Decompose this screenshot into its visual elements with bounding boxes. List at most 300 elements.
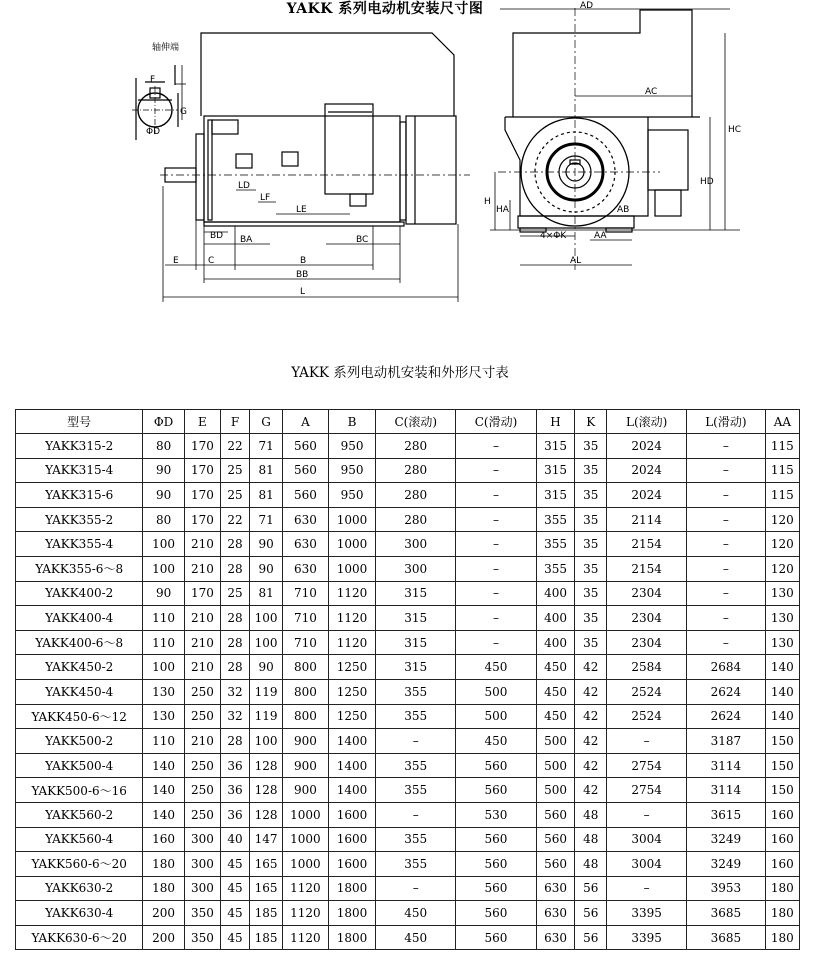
label-H: H xyxy=(484,197,491,207)
cell-c-rolling: 355 xyxy=(376,753,456,778)
cell-g: 81 xyxy=(250,483,283,508)
cell-l-rolling: 3004 xyxy=(607,827,687,852)
cell-g: 119 xyxy=(250,679,283,704)
cell-g: 100 xyxy=(250,630,283,655)
cell-a: 800 xyxy=(283,679,329,704)
cell-l-rolling: 2304 xyxy=(607,606,687,631)
cell-k: 35 xyxy=(575,532,607,557)
cell-f: 45 xyxy=(221,876,250,901)
cell-aa: 140 xyxy=(765,679,799,704)
end-view xyxy=(490,8,740,270)
cell-d: 90 xyxy=(143,483,184,508)
cell-aa: 130 xyxy=(765,581,799,606)
header-aa: AA xyxy=(765,410,799,434)
cell-l-rolling: 2524 xyxy=(607,704,687,729)
header-model: 型号 xyxy=(16,410,143,434)
cell-k: 56 xyxy=(575,901,607,926)
cell-b: 1400 xyxy=(328,778,376,803)
cell-b: 1800 xyxy=(328,876,376,901)
cell-b: 950 xyxy=(328,483,376,508)
cell-c-sliding: 450 xyxy=(456,729,537,754)
cell-l-sliding: 2624 xyxy=(687,704,766,729)
cell-b: 1400 xyxy=(328,753,376,778)
cell-k: 35 xyxy=(575,507,607,532)
cell-model: YAKK355-2 xyxy=(16,507,143,532)
cell-g: 100 xyxy=(250,729,283,754)
cell-aa: 150 xyxy=(765,753,799,778)
cell-e: 210 xyxy=(184,532,220,557)
cell-l-sliding: – xyxy=(687,556,766,581)
cell-model: YAKK315-6 xyxy=(16,483,143,508)
cell-g: 128 xyxy=(250,753,283,778)
cell-aa: 115 xyxy=(765,434,799,459)
table-row xyxy=(16,458,800,483)
table-row xyxy=(16,778,800,803)
table-row xyxy=(16,925,800,950)
cell-c-rolling: 355 xyxy=(376,704,456,729)
cell-model: YAKK450-4 xyxy=(16,679,143,704)
installation-drawing xyxy=(0,0,816,330)
cell-l-rolling: 2114 xyxy=(607,507,687,532)
cell-k: 35 xyxy=(575,556,607,581)
cell-e: 250 xyxy=(184,704,220,729)
label-BB: BB xyxy=(296,270,309,280)
cell-h: 630 xyxy=(536,925,574,950)
cell-h: 560 xyxy=(536,827,574,852)
cell-h: 315 xyxy=(536,483,574,508)
cell-aa: 120 xyxy=(765,507,799,532)
cell-d: 200 xyxy=(143,925,184,950)
cell-g: 100 xyxy=(250,606,283,631)
cell-l-rolling: – xyxy=(607,876,687,901)
cell-aa: 140 xyxy=(765,655,799,680)
cell-model: YAKK500-4 xyxy=(16,753,143,778)
cell-c-sliding: 450 xyxy=(456,655,537,680)
cell-d: 90 xyxy=(143,581,184,606)
cell-model: YAKK500-6～16 xyxy=(16,778,143,803)
cell-d: 140 xyxy=(143,778,184,803)
cell-h: 450 xyxy=(536,655,574,680)
cell-c-sliding: – xyxy=(456,606,537,631)
cell-l-sliding: – xyxy=(687,606,766,631)
cell-d: 100 xyxy=(143,655,184,680)
cell-k: 35 xyxy=(575,606,607,631)
table-row xyxy=(16,852,800,877)
cell-model: YAKK630-4 xyxy=(16,901,143,926)
cell-l-rolling: 2584 xyxy=(607,655,687,680)
header-c-rolling: C(滚动) xyxy=(376,410,456,434)
cell-h: 355 xyxy=(536,532,574,557)
dimension-table xyxy=(15,409,800,950)
cell-e: 250 xyxy=(184,753,220,778)
cell-d: 180 xyxy=(143,876,184,901)
cell-a: 1000 xyxy=(283,852,329,877)
table-row xyxy=(16,729,800,754)
cell-e: 210 xyxy=(184,556,220,581)
cell-f: 28 xyxy=(221,729,250,754)
header-k: K xyxy=(575,410,607,434)
cell-l-rolling: 2524 xyxy=(607,679,687,704)
label-4xK: 4×ΦK xyxy=(540,231,567,241)
cell-c-sliding: – xyxy=(456,556,537,581)
table-row xyxy=(16,704,800,729)
cell-l-rolling: 2754 xyxy=(607,778,687,803)
cell-k: 35 xyxy=(575,458,607,483)
cell-k: 35 xyxy=(575,483,607,508)
cell-f: 25 xyxy=(221,581,250,606)
label-HA: HA xyxy=(496,205,509,215)
cell-l-sliding: – xyxy=(687,458,766,483)
cell-e: 210 xyxy=(184,655,220,680)
cell-l-sliding: 3615 xyxy=(687,802,766,827)
cell-g: 90 xyxy=(250,655,283,680)
cell-h: 560 xyxy=(536,852,574,877)
table-header-row xyxy=(16,410,800,434)
label-HC: HC xyxy=(728,125,742,135)
cell-model: YAKK560-2 xyxy=(16,802,143,827)
cell-f: 22 xyxy=(221,434,250,459)
cell-l-rolling: 2024 xyxy=(607,483,687,508)
cell-a: 900 xyxy=(283,778,329,803)
cell-c-sliding: – xyxy=(456,581,537,606)
cell-k: 42 xyxy=(575,679,607,704)
cell-aa: 150 xyxy=(765,778,799,803)
cell-a: 1000 xyxy=(283,827,329,852)
cell-h: 500 xyxy=(536,729,574,754)
cell-k: 42 xyxy=(575,704,607,729)
cell-l-sliding: – xyxy=(687,483,766,508)
cell-l-rolling: 3395 xyxy=(607,901,687,926)
cell-f: 32 xyxy=(221,679,250,704)
cell-e: 210 xyxy=(184,630,220,655)
cell-l-sliding: 3187 xyxy=(687,729,766,754)
cell-d: 110 xyxy=(143,729,184,754)
cell-k: 56 xyxy=(575,925,607,950)
drawing-title: YAKK 系列电动机安装尺寸图 xyxy=(286,1,484,17)
cell-l-sliding: 3953 xyxy=(687,876,766,901)
cell-aa: 130 xyxy=(765,630,799,655)
cell-aa: 130 xyxy=(765,606,799,631)
cell-l-rolling: 2024 xyxy=(607,458,687,483)
side-view xyxy=(160,33,470,302)
cell-c-rolling: 315 xyxy=(376,581,456,606)
table-row xyxy=(16,606,800,631)
cell-l-sliding: 3685 xyxy=(687,901,766,926)
cell-e: 250 xyxy=(184,679,220,704)
cell-c-rolling: 300 xyxy=(376,532,456,557)
cell-c-rolling: – xyxy=(376,729,456,754)
cell-aa: 120 xyxy=(765,556,799,581)
cell-b: 1120 xyxy=(328,606,376,631)
table-row xyxy=(16,507,800,532)
table-row xyxy=(16,434,800,459)
cell-e: 170 xyxy=(184,458,220,483)
cell-b: 1600 xyxy=(328,852,376,877)
cell-e: 300 xyxy=(184,876,220,901)
cell-l-sliding: 2684 xyxy=(687,655,766,680)
cell-c-rolling: 315 xyxy=(376,630,456,655)
cell-aa: 140 xyxy=(765,704,799,729)
cell-c-sliding: – xyxy=(456,630,537,655)
cell-d: 110 xyxy=(143,630,184,655)
cell-h: 400 xyxy=(536,581,574,606)
cell-h: 400 xyxy=(536,606,574,631)
cell-l-rolling: 2154 xyxy=(607,556,687,581)
cell-aa: 160 xyxy=(765,852,799,877)
cell-a: 1000 xyxy=(283,802,329,827)
header-l-sliding: L(滑动) xyxy=(687,410,766,434)
cell-c-rolling: 355 xyxy=(376,679,456,704)
cell-e: 250 xyxy=(184,802,220,827)
cell-l-sliding: 2624 xyxy=(687,679,766,704)
cell-l-rolling: 2304 xyxy=(607,581,687,606)
cell-k: 56 xyxy=(575,876,607,901)
table-row xyxy=(16,483,800,508)
cell-model: YAKK400-2 xyxy=(16,581,143,606)
label-LF: LF xyxy=(260,193,271,203)
header-a: A xyxy=(283,410,329,434)
cell-h: 315 xyxy=(536,434,574,459)
cell-model: YAKK450-2 xyxy=(16,655,143,680)
label-F: F xyxy=(150,75,156,85)
cell-f: 45 xyxy=(221,852,250,877)
label-AD: AD xyxy=(580,1,594,11)
cell-b: 1800 xyxy=(328,901,376,926)
cell-g: 90 xyxy=(250,556,283,581)
cell-f: 22 xyxy=(221,507,250,532)
cell-a: 900 xyxy=(283,729,329,754)
cell-h: 315 xyxy=(536,458,574,483)
cell-f: 28 xyxy=(221,630,250,655)
cell-f: 36 xyxy=(221,753,250,778)
header-h: H xyxy=(536,410,574,434)
cell-l-rolling: – xyxy=(607,802,687,827)
cell-b: 1250 xyxy=(328,704,376,729)
table-body xyxy=(16,434,800,950)
cell-h: 560 xyxy=(536,802,574,827)
cell-e: 210 xyxy=(184,606,220,631)
cell-c-rolling: 280 xyxy=(376,507,456,532)
cell-b: 1000 xyxy=(328,556,376,581)
cell-e: 350 xyxy=(184,925,220,950)
cell-g: 128 xyxy=(250,802,283,827)
table-row xyxy=(16,556,800,581)
cell-model: YAKK355-4 xyxy=(16,532,143,557)
label-D: ΦD xyxy=(146,127,161,137)
cell-d: 180 xyxy=(143,852,184,877)
cell-c-sliding: 530 xyxy=(456,802,537,827)
cell-a: 630 xyxy=(283,507,329,532)
cell-c-sliding: 500 xyxy=(456,704,537,729)
cell-model: YAKK630-6～20 xyxy=(16,925,143,950)
cell-d: 100 xyxy=(143,556,184,581)
cell-d: 200 xyxy=(143,901,184,926)
cell-model: YAKK560-4 xyxy=(16,827,143,852)
cell-b: 1120 xyxy=(328,581,376,606)
cell-e: 300 xyxy=(184,852,220,877)
cell-h: 355 xyxy=(536,556,574,581)
cell-c-sliding: – xyxy=(456,483,537,508)
cell-c-sliding: 560 xyxy=(456,778,537,803)
label-BD: BD xyxy=(210,231,224,241)
cell-g: 147 xyxy=(250,827,283,852)
cell-h: 355 xyxy=(536,507,574,532)
cell-g: 71 xyxy=(250,507,283,532)
table-row xyxy=(16,532,800,557)
cell-c-rolling: 280 xyxy=(376,458,456,483)
cell-aa: 120 xyxy=(765,532,799,557)
cell-l-rolling: 3004 xyxy=(607,852,687,877)
cell-aa: 115 xyxy=(765,458,799,483)
cell-c-rolling: 355 xyxy=(376,778,456,803)
label-AB: AB xyxy=(617,205,630,215)
label-C: C xyxy=(208,256,215,266)
cell-e: 170 xyxy=(184,434,220,459)
cell-f: 45 xyxy=(221,901,250,926)
cell-c-rolling: 450 xyxy=(376,925,456,950)
cell-b: 1800 xyxy=(328,925,376,950)
cell-model: YAKK400-4 xyxy=(16,606,143,631)
cell-k: 48 xyxy=(575,827,607,852)
cell-aa: 180 xyxy=(765,925,799,950)
cell-h: 500 xyxy=(536,778,574,803)
cell-g: 185 xyxy=(250,901,283,926)
cell-l-sliding: – xyxy=(687,532,766,557)
table-row xyxy=(16,827,800,852)
cell-f: 28 xyxy=(221,655,250,680)
cell-e: 170 xyxy=(184,581,220,606)
cell-l-sliding: 3249 xyxy=(687,852,766,877)
cell-f: 45 xyxy=(221,925,250,950)
cell-l-sliding: – xyxy=(687,581,766,606)
cell-h: 400 xyxy=(536,630,574,655)
table-row xyxy=(16,679,800,704)
cell-l-rolling: 2754 xyxy=(607,753,687,778)
cell-g: 71 xyxy=(250,434,283,459)
cell-k: 35 xyxy=(575,581,607,606)
cell-model: YAKK315-2 xyxy=(16,434,143,459)
cell-h: 630 xyxy=(536,876,574,901)
cell-k: 42 xyxy=(575,778,607,803)
cell-c-sliding: 560 xyxy=(456,753,537,778)
label-B: B xyxy=(300,256,307,266)
cell-c-rolling: 355 xyxy=(376,852,456,877)
cell-aa: 180 xyxy=(765,876,799,901)
cell-c-sliding: – xyxy=(456,532,537,557)
cell-e: 350 xyxy=(184,901,220,926)
cell-f: 36 xyxy=(221,778,250,803)
cell-a: 560 xyxy=(283,458,329,483)
cell-h: 500 xyxy=(536,753,574,778)
table-row xyxy=(16,802,800,827)
table-row xyxy=(16,876,800,901)
cell-c-sliding: – xyxy=(456,458,537,483)
cell-h: 450 xyxy=(536,679,574,704)
header-e: E xyxy=(184,410,220,434)
cell-b: 950 xyxy=(328,458,376,483)
cell-b: 1600 xyxy=(328,827,376,852)
label-E: E xyxy=(173,256,179,266)
cell-c-rolling: 280 xyxy=(376,483,456,508)
cell-a: 630 xyxy=(283,556,329,581)
cell-model: YAKK355-6～8 xyxy=(16,556,143,581)
cell-c-rolling: 315 xyxy=(376,655,456,680)
cell-l-sliding: 3249 xyxy=(687,827,766,852)
cell-c-rolling: 450 xyxy=(376,901,456,926)
header-d: ΦD xyxy=(143,410,184,434)
cell-k: 48 xyxy=(575,852,607,877)
cell-c-sliding: 560 xyxy=(456,827,537,852)
cell-model: YAKK450-6～12 xyxy=(16,704,143,729)
table-row xyxy=(16,630,800,655)
cell-l-sliding: – xyxy=(687,434,766,459)
cell-f: 40 xyxy=(221,827,250,852)
cell-model: YAKK630-2 xyxy=(16,876,143,901)
cell-h: 630 xyxy=(536,901,574,926)
cell-aa: 160 xyxy=(765,802,799,827)
cell-c-rolling: – xyxy=(376,802,456,827)
cell-b: 1000 xyxy=(328,532,376,557)
cell-l-rolling: 2154 xyxy=(607,532,687,557)
cell-e: 300 xyxy=(184,827,220,852)
cell-k: 35 xyxy=(575,630,607,655)
cell-model: YAKK315-4 xyxy=(16,458,143,483)
cell-model: YAKK400-6～8 xyxy=(16,630,143,655)
cell-l-sliding: 3114 xyxy=(687,753,766,778)
cell-model: YAKK500-2 xyxy=(16,729,143,754)
cell-g: 81 xyxy=(250,581,283,606)
cell-f: 32 xyxy=(221,704,250,729)
header-b: B xyxy=(328,410,376,434)
cell-b: 1400 xyxy=(328,729,376,754)
cell-aa: 160 xyxy=(765,827,799,852)
cell-c-sliding: 560 xyxy=(456,901,537,926)
cell-l-sliding: 3114 xyxy=(687,778,766,803)
cell-c-sliding: – xyxy=(456,507,537,532)
cell-l-rolling: 2304 xyxy=(607,630,687,655)
label-shaft-end: 轴伸端 xyxy=(152,43,180,53)
cell-c-sliding: 500 xyxy=(456,679,537,704)
cell-c-sliding: 560 xyxy=(456,925,537,950)
cell-b: 950 xyxy=(328,434,376,459)
cell-b: 1250 xyxy=(328,679,376,704)
cell-d: 80 xyxy=(143,507,184,532)
header-c-sliding: C(滑动) xyxy=(456,410,537,434)
cell-c-sliding: 560 xyxy=(456,876,537,901)
cell-a: 1120 xyxy=(283,876,329,901)
cell-e: 170 xyxy=(184,483,220,508)
cell-b: 1250 xyxy=(328,655,376,680)
cell-g: 90 xyxy=(250,532,283,557)
label-BA: BA xyxy=(240,235,253,245)
cell-c-rolling: 280 xyxy=(376,434,456,459)
cell-k: 35 xyxy=(575,434,607,459)
cell-a: 560 xyxy=(283,434,329,459)
table-title: YAKK 系列电动机安装和外形尺寸表 xyxy=(291,365,509,381)
cell-c-rolling: 355 xyxy=(376,827,456,852)
cell-f: 28 xyxy=(221,532,250,557)
cell-d: 110 xyxy=(143,606,184,631)
label-AA: AA xyxy=(594,231,607,241)
cell-f: 36 xyxy=(221,802,250,827)
header-l-rolling: L(滚动) xyxy=(607,410,687,434)
cell-k: 42 xyxy=(575,655,607,680)
cell-g: 165 xyxy=(250,852,283,877)
cell-e: 250 xyxy=(184,778,220,803)
cell-f: 28 xyxy=(221,556,250,581)
cell-l-sliding: 3685 xyxy=(687,925,766,950)
table-row xyxy=(16,581,800,606)
